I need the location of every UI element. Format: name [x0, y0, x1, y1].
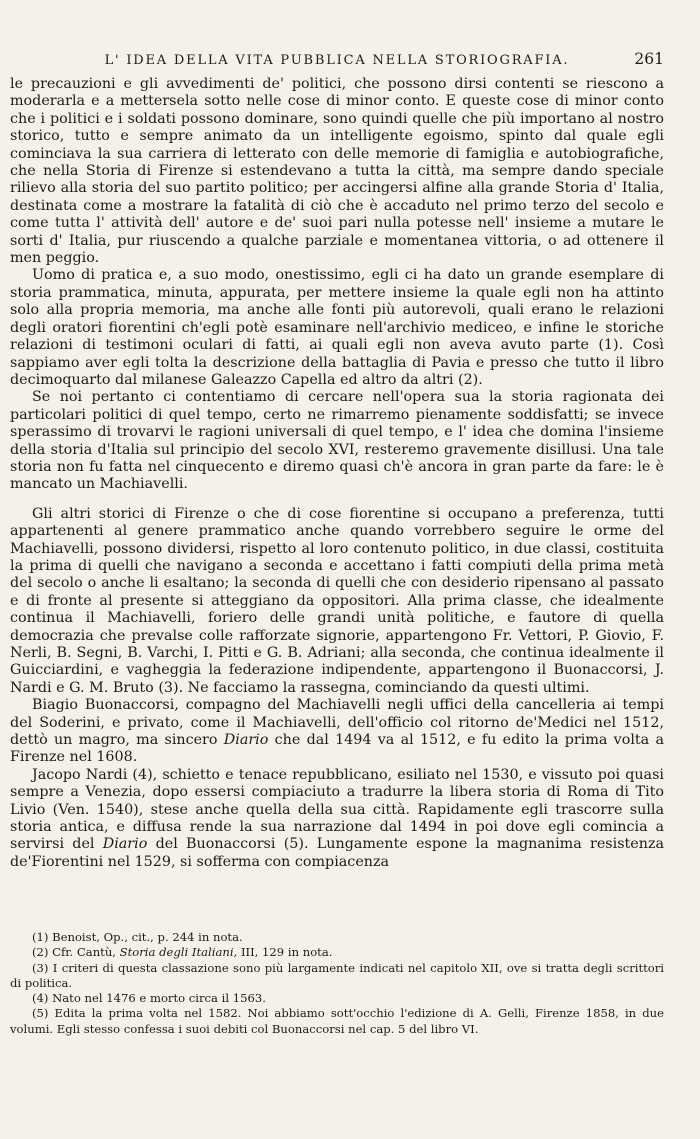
footnote: (5) Edita la prima volta nel 1582. Noi abbiamo sott'occhio l'edizione di A. Gelli, Firenze 1858, in due volumi. Egli stesso confessa i suoi debiti col Buonaccorsi nel cap. 5 del libro VI.	[10, 1006, 664, 1036]
footnote: (3) I criteri di questa classazione sono più largamente indicati nel capitolo XII, ove si tratta degli scrittori di politica.	[10, 960, 664, 990]
paragraph: le precauzioni e gli avvedimenti de' politici, che possono dirsi contenti se riescono a moderarla e a mettersela sotto nelle cose di minor conto. E queste cose di minor conto che i politici e i soldati possono dominare, sono quindi quelle che più importano al nostro storico, tutto e sempre animato da un intelligente egoismo, spinto dal quale egli cominciava la sua carriera di letterato con delle memorie di famiglia e autobiografiche, che nella Storia di Firenze si estendevano a tutta la città, ma sempre dando speciale rilievo alla storia del suo partito politico; per accingersi alfine alla grande Storia d' Italia, destinata come a mostrare la fatalità di ciò che è accaduto nel primo terzo del secolo e come tutta l' attività dell' autore e de' suoi pari nulla potesse nell' insieme a mutare le sorti d' Italia, pur riuscendo a qualche parziale e momentanea vittoria, o ad ottenere il men peggio.	[10, 76, 664, 267]
paragraph-text: del Buonaccorsi (5). Lungamente espone la magnanima resistenza de'Fiorentini nel 1529, si sofferma con compiacenza	[10, 836, 665, 870]
footnotes	[10, 930, 664, 1037]
body-text	[10, 76, 664, 871]
running-title: L' IDEA DELLA VITA PUBBLICA NELLA STORIOGRAFIA.	[104, 53, 570, 68]
paragraph-text: che dal 1494 va al 1512, e fu edito la prima volta a Firenze nel 1608.	[10, 732, 664, 766]
italic-title: Diario	[102, 836, 148, 853]
footnote-text: (2) Cfr. Cantù,	[32, 945, 116, 960]
paragraph	[10, 767, 664, 871]
footnote: (1) Benoist, Op., cit., p. 244 in nota.	[32, 930, 243, 944]
paragraph: Se noi pertanto ci contentiamo di cercare nell'opera sua la storia ragionata dei particolari politici di quel tempo, certo ne rimarremo pienamente soddisfatti; se invece sperassimo di trovarvi le ragioni universali di quel tempo, e l' idea che domina l'insieme della storia d'Italia sul principio del secolo XVI, resteremo gravemente disillusi. Una tale storia non fu fatta nel cinquecento e diremo quasi ch'è ancora in gran parte da fare: le è mancato un Machiavelli.	[10, 389, 664, 493]
paragraph-text: Biagio Buonaccorsi, compagno del Machiavelli negli uffici della cancelleria ai tempi del Soderini, e privato, come il Machiavelli, dell'officio col ritorno de'Medici nel 1512, dettò un magro, ma sincero	[10, 697, 664, 749]
footnote-text: III, 129 in nota.	[240, 945, 333, 960]
page-header	[10, 50, 664, 70]
paragraph: Gli altri storici di Firenze o che di cose fiorentine si occupano a preferenza, tutti appartenenti al genere prammatico anche quando vorrebbero seguire le orme del Machiavelli, possono dividersi, rispetto al loro contenuto politico, in due classi, costituita la prima di quelli che navigano a seconda e accettano i fatti compiuti della prima metà del secolo o anche li esaltano; la seconda di quelli che con desiderio ripensano al passato e di fronte al presente si atteggiano da oppositori. Alla prima classe, che idealmente continua il Machiavelli, foriero delle grandi unità politiche, e fautore di quella democrazia che prevalse colle rafforzate signorie, appartengono Fr. Vettori, P. Giovio, F. Nerli, B. Segni, B. Varchi, I. Pitti e G. B. Adriani; alla seconda, che continua idealmente il Guicciardini, e vagheggia la federazione indipendente, appartengono il Buonaccorsi, J. Nardi e G. M. Bruto (3). Ne facciamo la rassegna, cominciando da questi ultimi.	[10, 505, 664, 696]
paragraph-text: Jacopo Nardi (4), schietto e tenace repubblicano, esiliato nel 1530, e vissuto poi quasi sempre a Venezia, dopo essersi compiaciuto a tradurre la libera storia di Roma di Tito Livio (Ven. 1540), stese anche quella della sua città. Rapidamente egli trascorre sulla storia antica, e diffusa rende la sua narrazione dal 1494 in poi dove egli comincia a servirsi del	[10, 766, 664, 853]
italic-title: Diario	[223, 732, 269, 749]
paragraph	[10, 697, 664, 767]
footnote: (4) Nato nel 1476 e morto circa il 1563.	[32, 991, 266, 1006]
footnote	[10, 945, 664, 960]
page-number: 261	[634, 50, 664, 68]
paragraph: Uomo di pratica e, a suo modo, onestissimo, egli ci ha dato un grande esemplare di storia prammatica, minuta, appurata, per mettere insieme la quale egli non ha attinto solo alla propria memoria, ma anche alle fonti più autorevoli, quali erano le relazioni degli oratori fiorentini ch'egli potè esaminare nell'archivio mediceo, e infine le storiche relazioni di testimoni oculari di fatti, ai quali egli non aveva avuto parte (1). Così sappiamo aver egli tolta la descrizione della battaglia di Pavia e presso che tutto il libro decimoquarto dal milanese Galeazzo Capella ed altro da altri (2).	[10, 267, 664, 388]
italic-title: Storia degli Italiani,	[119, 945, 238, 960]
